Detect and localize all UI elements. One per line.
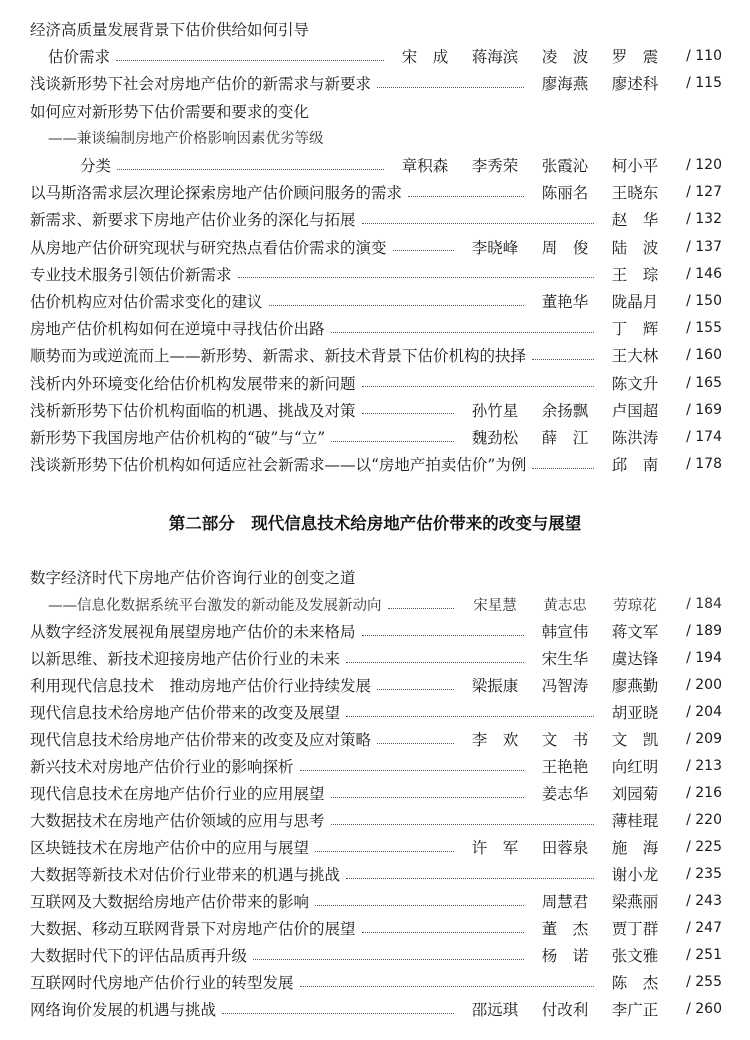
author-name: 李广正 <box>611 1001 659 1019</box>
author-name: 梁振康 <box>471 677 519 695</box>
page-number: / 204 <box>686 704 722 720</box>
toc-entry[interactable] <box>30 780 722 806</box>
page-number: / 127 <box>686 184 722 201</box>
dot-leader <box>346 878 594 879</box>
toc-entry-title: 浅析内外环境变化给估价机构发展带来的新问题 <box>30 374 356 393</box>
author-name: 罗 震 <box>611 48 659 67</box>
author-name: 施 海 <box>611 839 659 857</box>
dot-leader <box>346 716 594 717</box>
toc-entry-authors <box>530 782 670 804</box>
toc-entry-title: 估价机构应对估价需求变化的建议 <box>30 293 263 311</box>
author-name: 周慧君 <box>541 893 589 911</box>
toc-entry-title: ——兼谈编制房地产价格影响因素优劣等级 <box>48 131 324 148</box>
page-number: / 174 <box>686 429 722 445</box>
dot-leader <box>331 332 594 333</box>
author-name: 杨 诺 <box>541 947 589 965</box>
author-name: 谢小龙 <box>611 866 659 884</box>
author-name: 胡亚晓 <box>611 704 659 722</box>
dot-leader <box>315 905 524 906</box>
author-name: 董艳华 <box>541 293 589 311</box>
page-number: / 247 <box>686 920 722 936</box>
author-name: 廖燕勤 <box>611 677 659 695</box>
author-name: 王 琮 <box>611 265 659 284</box>
page-number: / 160 <box>686 347 722 364</box>
author-name: 孙竹星 <box>471 401 519 420</box>
section-heading: 第二部分 现代信息技术给房地产估价带来的改变与展望 <box>168 514 582 533</box>
dot-leader <box>362 223 594 224</box>
page-number: / 213 <box>686 758 722 774</box>
author-name: 韩宣伟 <box>541 623 589 641</box>
author-name: 虞达锋 <box>611 650 659 668</box>
page-number: / 235 <box>686 866 722 882</box>
toc-entry-title: 大数据技术在房地产估价领域的应用与思考 <box>30 812 325 830</box>
toc-entry-authors <box>600 971 670 993</box>
page-number: / 150 <box>686 293 722 309</box>
toc-entry[interactable] <box>30 288 722 314</box>
author-name: 陇晶月 <box>611 293 659 311</box>
toc-entry[interactable] <box>80 152 722 178</box>
toc-entry[interactable] <box>48 43 722 69</box>
toc-entry-title: 顺势而为或逆流而上——新形势、新需求、新技术背景下估价机构的抉择 <box>30 347 527 366</box>
author-name: 廖海燕 <box>541 75 589 94</box>
toc-entry[interactable] <box>30 753 722 779</box>
toc-entry-title: 网络询价发展的机遇与挑战 <box>30 1001 217 1019</box>
toc-entry-title: 大数据等新技术对估价行业带来的机遇与挑战 <box>30 866 341 884</box>
page-number: / 209 <box>686 731 722 747</box>
toc-entry[interactable] <box>30 397 722 423</box>
toc-entry[interactable] <box>48 125 722 151</box>
author-name: 王大林 <box>611 347 659 366</box>
toc-entry-title: 以新思维、新技术迎接房地产估价行业的未来 <box>30 650 341 668</box>
toc-entry-title: 利用现代信息技术 推动房地产估价行业持续发展 <box>30 677 372 695</box>
author-name: 田蓉泉 <box>541 839 589 857</box>
dot-leader <box>408 196 524 197</box>
toc-entry[interactable] <box>30 699 722 725</box>
toc-entry-authors <box>460 426 670 448</box>
toc-entry-title: 新兴技术对房地产估价行业的影响探析 <box>30 758 294 776</box>
toc-entry[interactable] <box>30 969 722 995</box>
page-number: / 251 <box>686 947 722 963</box>
page-number: / 200 <box>686 677 722 693</box>
dot-leader <box>377 743 454 744</box>
author-name: 李秀荣 <box>471 157 519 175</box>
toc-entry-title: 从房地产估价研究现状与研究热点看估价需求的演变 <box>30 238 387 257</box>
toc-entry[interactable] <box>30 672 722 698</box>
author-name: 许 军 <box>471 839 519 857</box>
page-number: / 120 <box>686 157 722 173</box>
toc-entry-authors <box>460 674 670 696</box>
toc-entry-title: ——信息化数据系统平台激发的新动能及发展新动向 <box>48 597 382 614</box>
author-name: 薛 江 <box>541 429 589 447</box>
toc-entry-authors <box>600 453 670 475</box>
toc-entry[interactable] <box>30 342 722 368</box>
toc-entry-authors <box>530 944 670 966</box>
author-name: 向红明 <box>611 758 659 776</box>
toc-entry-authors <box>460 594 670 615</box>
dot-leader <box>532 468 594 469</box>
toc-entry[interactable] <box>30 942 722 968</box>
toc-entry[interactable] <box>30 807 722 833</box>
toc-entry[interactable] <box>30 70 722 96</box>
toc-entry-authors <box>460 998 670 1020</box>
toc-entry-authors <box>600 701 670 723</box>
toc-entry[interactable] <box>30 618 722 644</box>
toc-entry[interactable] <box>30 861 722 887</box>
author-name: 柯小平 <box>611 157 659 175</box>
author-name: 黄志忠 <box>543 597 587 614</box>
author-name: 李晓峰 <box>471 238 519 257</box>
author-name: 邱 南 <box>611 456 659 475</box>
author-name: 王艳艳 <box>541 758 589 776</box>
toc-entry-title: 新需求、新要求下房地产估价业务的深化与拓展 <box>30 211 356 230</box>
dot-leader <box>331 824 594 825</box>
toc-entry-authors <box>600 208 670 230</box>
toc-entry-title: 现代信息技术在房地产估价行业的应用展望 <box>30 785 325 803</box>
dot-leader <box>331 441 454 442</box>
author-name: 陈 杰 <box>611 974 659 992</box>
toc-entry[interactable] <box>30 98 722 124</box>
author-name: 蒋文军 <box>611 623 659 641</box>
toc-entry-authors <box>600 317 670 339</box>
author-name: 魏劲松 <box>471 429 519 447</box>
dot-leader <box>377 87 524 88</box>
author-name: 薄桂琨 <box>611 812 659 830</box>
page-number: / 260 <box>686 1001 722 1017</box>
toc-entry-title: 互联网时代房地产估价行业的转型发展 <box>30 974 294 992</box>
author-name: 宋生华 <box>541 650 589 668</box>
page-number: / 137 <box>686 238 722 255</box>
author-name: 余扬飘 <box>541 401 589 420</box>
page-number: / 243 <box>686 893 722 909</box>
author-name: 卢国超 <box>611 401 659 420</box>
toc-entry[interactable] <box>30 645 722 671</box>
toc-entry-title: 数字经济时代下房地产估价咨询行业的创变之道 <box>30 569 356 587</box>
page-number: / 216 <box>686 785 722 801</box>
toc-entry-authors <box>600 263 670 285</box>
toc-entry[interactable] <box>30 888 722 914</box>
toc-entry-authors <box>460 728 670 750</box>
page-number: / 165 <box>686 374 722 391</box>
toc-entry-authors <box>530 620 670 642</box>
dot-leader <box>362 932 524 933</box>
author-name: 邵远琪 <box>471 1001 519 1019</box>
toc-entry[interactable] <box>30 261 722 287</box>
dot-leader <box>377 689 454 690</box>
toc-entry-authors <box>530 290 670 312</box>
toc-entry[interactable] <box>30 370 722 396</box>
author-name: 文 书 <box>541 731 589 749</box>
dot-leader <box>532 359 594 360</box>
author-name: 梁燕丽 <box>611 893 659 911</box>
toc-entry-title: 互联网及大数据给房地产估价带来的影响 <box>30 893 310 911</box>
page-number: / 146 <box>686 265 722 282</box>
page-number: / 220 <box>686 812 722 828</box>
toc-entry[interactable] <box>30 726 722 752</box>
toc-entry-authors <box>390 154 670 176</box>
author-name: 姜志华 <box>541 785 589 803</box>
toc-entry-title: 现代信息技术给房地产估价带来的改变及应对策略 <box>30 731 372 749</box>
toc-entry-title: 大数据、移动互联网背景下对房地产估价的展望 <box>30 920 356 938</box>
dot-leader <box>331 797 524 798</box>
author-name: 董 杰 <box>541 920 589 938</box>
page-number: / 178 <box>686 456 722 473</box>
dot-leader <box>346 662 524 663</box>
author-name: 陈文升 <box>611 374 659 393</box>
toc-entry[interactable] <box>30 424 722 450</box>
dot-leader <box>300 986 594 987</box>
author-name: 王晓东 <box>611 184 659 203</box>
page-number: / 155 <box>686 320 722 337</box>
dot-leader <box>222 1013 454 1014</box>
author-name: 宋 成 <box>401 48 449 67</box>
author-name: 刘园菊 <box>611 785 659 803</box>
toc-entry-title: 专业技术服务引领估价新需求 <box>30 265 232 284</box>
page-number: / 115 <box>686 75 722 92</box>
toc-entry[interactable] <box>30 16 722 42</box>
toc-entry[interactable] <box>30 834 722 860</box>
toc-entry-title: 估价需求 <box>48 48 111 67</box>
page-number: / 169 <box>686 401 722 418</box>
dot-leader <box>253 959 524 960</box>
dot-leader <box>116 60 384 61</box>
author-name: 陈丽名 <box>541 184 589 203</box>
toc-entry-authors <box>460 236 670 258</box>
toc-entry-authors <box>460 399 670 421</box>
toc-entry-title: 经济高质量发展背景下估价供给如何引导 <box>30 21 310 39</box>
page-number: / 132 <box>686 211 722 228</box>
author-name: 赵 华 <box>611 211 659 230</box>
page-number: / 225 <box>686 839 722 855</box>
toc-entry-title: 分类 <box>80 157 112 175</box>
toc-entry-authors <box>600 863 670 885</box>
author-name: 贾丁群 <box>611 920 659 938</box>
toc-entry[interactable] <box>30 915 722 941</box>
author-name: 蒋海滨 <box>471 48 519 67</box>
author-name: 凌 波 <box>541 48 589 67</box>
toc-entry-authors <box>600 809 670 831</box>
dot-leader <box>300 770 524 771</box>
dot-leader <box>388 608 455 609</box>
page-number: / 110 <box>686 48 722 65</box>
toc-entry-title: 如何应对新形势下估价需要和要求的变化 <box>30 102 310 121</box>
dot-leader <box>269 305 524 306</box>
toc-entry-title: 从数字经济发展视角展望房地产估价的未来格局 <box>30 623 356 641</box>
page-number: / 194 <box>686 650 722 666</box>
toc-entry-title: 区块链技术在房地产估价中的应用与展望 <box>30 839 310 857</box>
dot-leader <box>393 250 454 251</box>
toc-entry-authors <box>530 181 670 203</box>
toc-entry-title: 浅谈新形势下社会对房地产估价的新需求与新要求 <box>30 75 372 94</box>
toc-entry-title: 以马斯洛需求层次理论探索房地产估价顾问服务的需求 <box>30 184 403 203</box>
toc-entry[interactable] <box>48 591 722 617</box>
dot-leader <box>117 169 384 170</box>
dot-leader <box>362 635 524 636</box>
author-name: 廖述科 <box>611 75 659 94</box>
author-name: 陆 波 <box>611 238 659 257</box>
author-name: 文 凯 <box>611 731 659 749</box>
dot-leader <box>315 851 454 852</box>
author-name: 周 俊 <box>541 238 589 257</box>
toc-entry-authors <box>390 45 670 67</box>
toc-entry-title: 大数据时代下的评估品质再升级 <box>30 947 248 965</box>
author-name: 章积森 <box>401 157 449 175</box>
toc-entry[interactable] <box>30 315 722 341</box>
toc-entry[interactable] <box>30 234 722 260</box>
page-number: / 255 <box>686 974 722 990</box>
author-name: 宋星慧 <box>473 597 517 614</box>
toc-entry-authors <box>600 344 670 366</box>
toc-entry-title: 房地产估价机构如何在逆境中寻找估价出路 <box>30 320 325 339</box>
author-name: 劳琼花 <box>613 597 657 614</box>
toc-entry-title: 浅析新形势下估价机构面临的机遇、挑战及对策 <box>30 401 356 420</box>
toc-entry-title: 新形势下我国房地产估价机构的“破”与“立” <box>30 429 326 447</box>
author-name: 冯智涛 <box>541 677 589 695</box>
toc-entry-authors <box>530 647 670 669</box>
toc-entry-title: 浅谈新形势下估价机构如何适应社会新需求——以“房地产拍卖估价”为例 <box>30 456 527 475</box>
author-name: 张霞沁 <box>541 157 589 175</box>
toc-entry[interactable] <box>30 206 722 232</box>
page-number: / 189 <box>686 623 722 639</box>
dot-leader <box>362 386 594 387</box>
toc-entry-authors <box>530 755 670 777</box>
page-number: / 184 <box>686 596 722 612</box>
toc-entry[interactable] <box>30 179 722 205</box>
toc-entry[interactable] <box>30 996 722 1022</box>
toc-entry-title: 现代信息技术给房地产估价带来的改变及展望 <box>30 704 341 722</box>
author-name: 陈洪涛 <box>611 429 659 447</box>
author-name: 丁 辉 <box>611 320 659 339</box>
toc-entry-authors <box>460 836 670 858</box>
dot-leader <box>362 413 454 414</box>
toc-entry-authors <box>530 917 670 939</box>
dot-leader <box>238 277 594 278</box>
toc-entry-authors <box>530 890 670 912</box>
toc-entry[interactable] <box>30 564 722 590</box>
author-name: 张文雅 <box>611 947 659 965</box>
toc-entry[interactable] <box>30 451 722 477</box>
author-name: 李 欢 <box>471 731 519 749</box>
toc-entry-authors <box>530 72 670 94</box>
toc-entry-authors <box>600 372 670 394</box>
author-name: 付改利 <box>541 1001 589 1019</box>
